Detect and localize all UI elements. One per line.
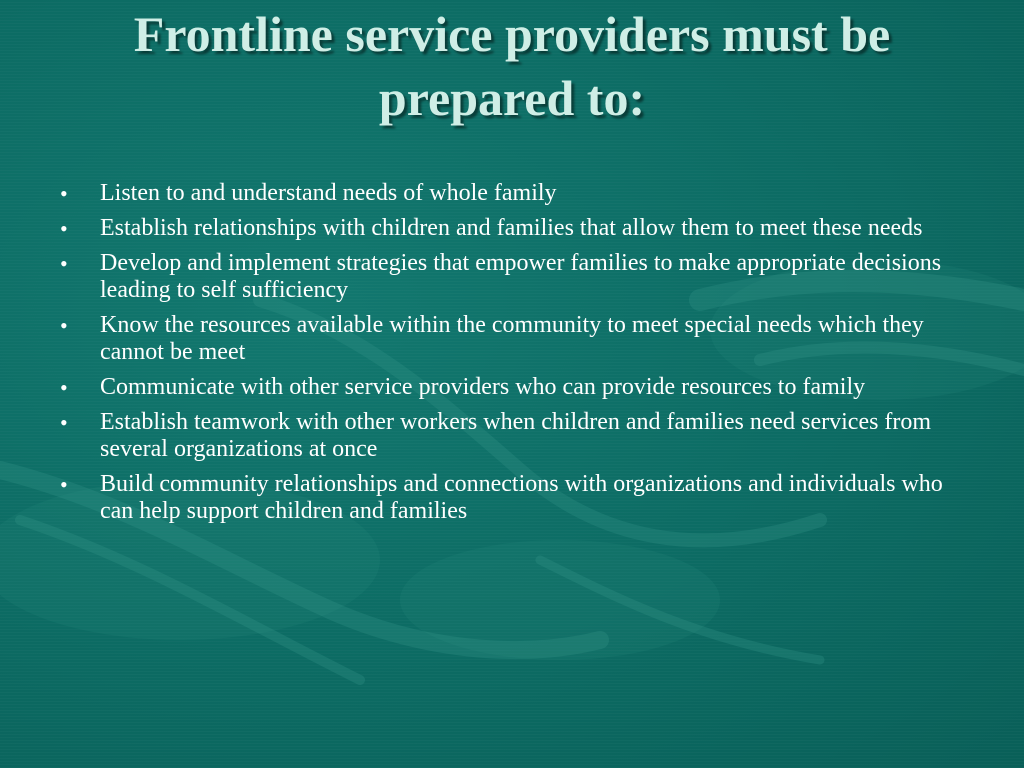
bullet-icon: • xyxy=(60,313,68,338)
bullet-icon: • xyxy=(60,216,68,241)
bullet-text: Establish relationships with children and families that allow them to meet these needs xyxy=(100,215,923,241)
list-item xyxy=(58,312,978,366)
list-item xyxy=(58,374,978,401)
bullet-text: Communicate with other service providers who can provide resources to family xyxy=(100,374,866,400)
bullet-icon: • xyxy=(60,472,68,497)
bullet-icon: • xyxy=(60,375,68,400)
bullet-icon: • xyxy=(60,251,68,276)
list-item xyxy=(58,215,978,242)
bullet-text: Establish teamwork with other workers when children and families need services from several organizations at once xyxy=(100,409,932,462)
bullet-text: Develop and implement strategies that empower families to make appropriate decisions leading to self sufficiency xyxy=(100,250,942,303)
list-item xyxy=(58,471,978,525)
bullet-text: Listen to and understand needs of whole family xyxy=(100,180,557,206)
bullet-list xyxy=(58,180,978,533)
bullet-text: Build community relationships and connections with organizations and individuals who can help support children and families xyxy=(100,471,943,524)
list-item xyxy=(58,180,978,207)
slide-title: Frontline service providers must be prepared to: xyxy=(133,6,891,126)
list-item xyxy=(58,409,978,463)
bullet-icon: • xyxy=(60,410,68,435)
bullet-text: Know the resources available within the community to meet special needs which they cannot be meet xyxy=(100,312,924,365)
bullet-icon: • xyxy=(60,181,68,206)
list-item xyxy=(58,250,978,304)
